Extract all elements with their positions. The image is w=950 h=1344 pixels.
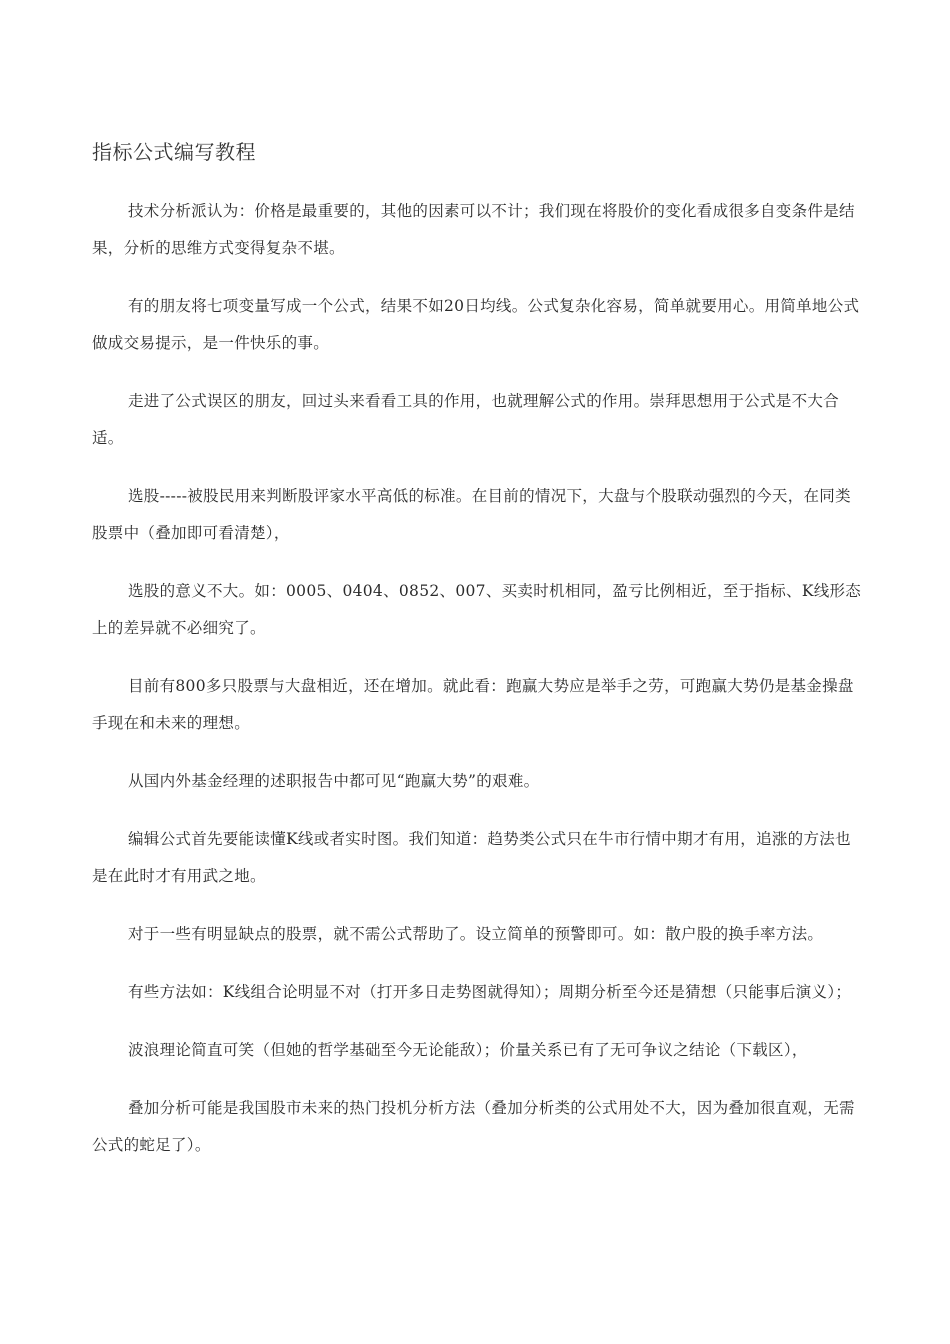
paragraph-1: 技术分析派认为：价格是最重要的，其他的因素可以不计；我们现在将股价的变化看成很多自变条件是结果，分析的思维方式变得复杂不堪。 [92, 202, 855, 257]
document-body [92, 193, 862, 1185]
paragraph-12: 叠加分析可能是我国股市未来的热门投机分析方法（叠加分析类的公式用处不大，因为叠加很直观，无需公式的蛇足了）。 [92, 1099, 855, 1154]
paragraph-9: 对于一些有明显缺点的股票，就不需公式帮助了。设立简单的预警即可。如：散户股的换手率方法。 [128, 925, 824, 943]
paragraph-2: 有的朋友将七项变量写成一个公式，结果不如20日均线。公式复杂化容易，简单就要用心。用简单地公式做成交易提示，是一件快乐的事。 [92, 297, 860, 352]
paragraph-4: 选股-----被股民用来判断股评家水平高低的标准。在目前的情况下，大盘与个股联动强烈的今天，在同类股票中（叠加即可看清楚）， [92, 487, 851, 542]
paragraph-8: 编辑公式首先要能读懂K线或者实时图。我们知道：趋势类公式只在牛市行情中期才有用，追涨的方法也是在此时才有用武之地。 [92, 830, 851, 885]
paragraph-3: 走进了公式误区的朋友，回过头来看看工具的作用，也就理解公式的作用。崇拜思想用于公式是不大合适。 [92, 392, 840, 447]
paragraph-11: 波浪理论简直可笑（但她的哲学基础至今无论能敌）；价量关系已有了无可争议之结论（下载区）， [128, 1041, 808, 1059]
document-title: 指标公式编写教程 [92, 140, 256, 164]
paragraph-7: 从国内外基金经理的述职报告中都可见“跑赢大势”的艰难。 [128, 772, 540, 790]
paragraph-10: 有些方法如：K线组合论明显不对（打开多日走势图就得知）；周期分析至今还是猜想（只能事后演义）； [128, 983, 852, 1001]
paragraph-5: 选股的意义不大。如：0005、0404、0852、007、买卖时机相同，盈亏比例相近，至于指标、K线形态上的差异就不必细究了。 [92, 582, 862, 637]
paragraph-6: 目前有800多只股票与大盘相近，还在增加。就此看：跑赢大势应是举手之劳，可跑赢大势仍是基金操盘手现在和未来的理想。 [92, 677, 854, 732]
